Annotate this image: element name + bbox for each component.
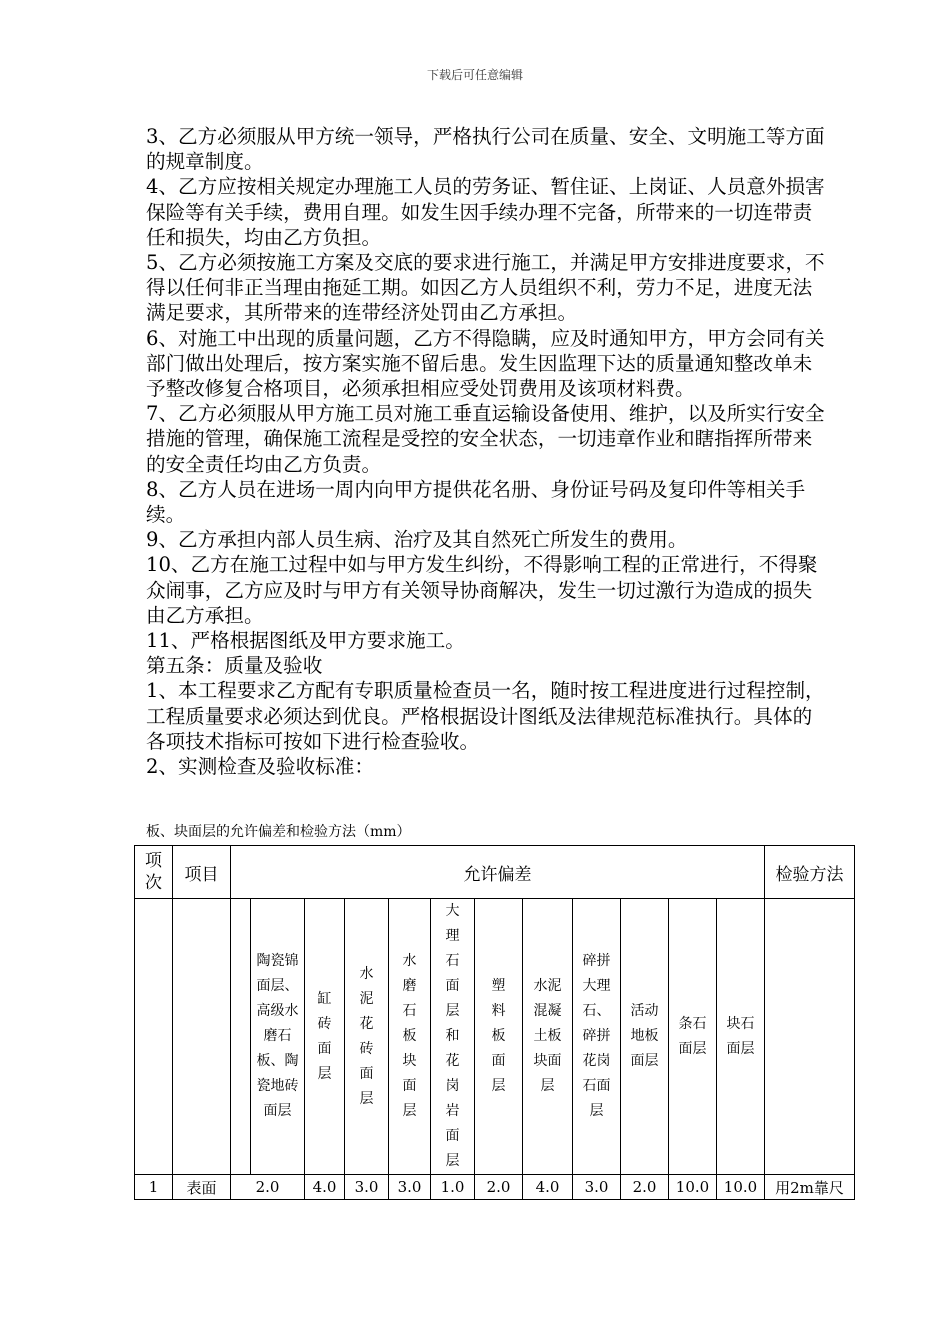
- header-method: 检验方法: [765, 846, 855, 899]
- row-value: 3.0: [389, 1175, 431, 1200]
- quality-clause-2: 2、实测检查及验收标准：: [146, 755, 374, 779]
- row-value: 10.0: [669, 1175, 717, 1200]
- section-heading-article-5: 第五条：质量及验收: [146, 654, 323, 678]
- table-header-row: [135, 846, 855, 899]
- row-value: 3.0: [573, 1175, 621, 1200]
- subheader-item-blank: [173, 899, 231, 1175]
- row-value: 2.0: [621, 1175, 669, 1200]
- table-caption: 板、块面层的允许偏差和检验方法（mm）: [146, 824, 411, 840]
- header-tolerance: 允许偏差: [231, 846, 765, 899]
- table-subheader-row: [135, 899, 855, 1175]
- clause-8: 8、乙方人员在进场一周内向甲方提供花名册、身份证号码及复印件等相关手续。: [146, 477, 806, 527]
- row-index: 1: [135, 1175, 173, 1200]
- contract-body: [146, 124, 826, 779]
- clause-9: 9、乙方承担内部人员生病、治疗及其自然死亡所发生的费用。: [146, 528, 688, 552]
- column-header: 水泥混凝土板块面层: [523, 899, 573, 1175]
- column-header: 水泥花砖面层: [345, 899, 389, 1175]
- column-header: 缸砖面层: [305, 899, 345, 1175]
- page-watermark-header: 下载后可任意编辑: [426, 68, 523, 82]
- subheader-index-blank: [135, 899, 173, 1175]
- column-header: 陶瓷锦面层、高级水磨石板、陶瓷地砖面层: [251, 899, 305, 1175]
- column-header: 塑料板面层: [475, 899, 523, 1175]
- subheader-spacer: [231, 899, 251, 1175]
- clause-11: 11、严格根据图纸及甲方要求施工。: [146, 629, 465, 653]
- column-header: 水磨石板块面层: [389, 899, 431, 1175]
- column-header: 大理石面层和花岗岩面层: [431, 899, 475, 1175]
- column-header: 活动地板面层: [621, 899, 669, 1175]
- clause-10: 10、乙方在施工过程中如与甲方发生纠纷，不得影响工程的正常进行，不得聚众闹事，乙方应及时与甲方有关领导协商解决，发生一切过激行为造成的损失由乙方承担。: [146, 553, 818, 627]
- row-value: 10.0: [717, 1175, 765, 1200]
- row-value: 3.0: [345, 1175, 389, 1200]
- row-value: 2.0: [475, 1175, 523, 1200]
- tolerance-table: [134, 845, 855, 1200]
- row-value: 4.0: [523, 1175, 573, 1200]
- header-index: 项次: [135, 846, 173, 899]
- header-item: 项目: [173, 846, 231, 899]
- clause-3: 3、乙方必须服从甲方统一领导，严格执行公司在质量、安全、文明施工等方面的规章制度。: [146, 125, 825, 174]
- clause-5: 5、乙方必须按施工方案及交底的要求进行施工，并满足甲方安排进度要求，不得以任何非正当理由拖延工期。如因乙方人员组织不利，劳力不足，进度无法满足要求，其所带来的连带经济处罚由乙方承担。: [146, 251, 825, 325]
- clause-6: 6、对施工中出现的质量问题，乙方不得隐瞒，应及时通知甲方，甲方会同有关部门做出处理后，按方案实施不留后患。发生因监理下达的质量通知整改单未予整改修复合格项目，必须承担相应受处罚费用及该项材料费。: [146, 326, 825, 401]
- clause-4: 4、乙方应按相关规定办理施工人员的劳务证、暂住证、上岗证、人员意外损害保险等有关手续，费用自理。如发生因手续办理不完备，所带来的一切连带责任和损失，均由乙方负担。: [146, 175, 825, 249]
- quality-clause-1: 1、本工程要求乙方配有专职质量检查员一名，随时按工程进度进行过程控制，工程质量要求必须达到优良。严格根据设计图纸及法律规范标准执行。具体的各项技术指标可按如下进行检查验收。: [146, 679, 825, 753]
- row-method: 用2m靠尺: [765, 1175, 855, 1200]
- column-header: 条石面层: [669, 899, 717, 1175]
- column-header: 碎拼大理石、碎拼花岗石面层: [573, 899, 621, 1175]
- row-value: 2.0: [231, 1175, 305, 1200]
- table-row: [135, 1175, 855, 1200]
- row-value: 1.0: [431, 1175, 475, 1200]
- row-value: 4.0: [305, 1175, 345, 1200]
- column-header: 块石面层: [717, 899, 765, 1175]
- clause-7: 7、乙方必须服从甲方施工员对施工垂直运输设备使用、维护，以及所实行安全措施的管理，确保施工流程是受控的安全状态，一切违章作业和瞎指挥所带来的安全责任均由乙方负责。: [146, 402, 825, 476]
- subheader-method-blank: [765, 899, 855, 1175]
- row-item: 表面: [173, 1175, 231, 1200]
